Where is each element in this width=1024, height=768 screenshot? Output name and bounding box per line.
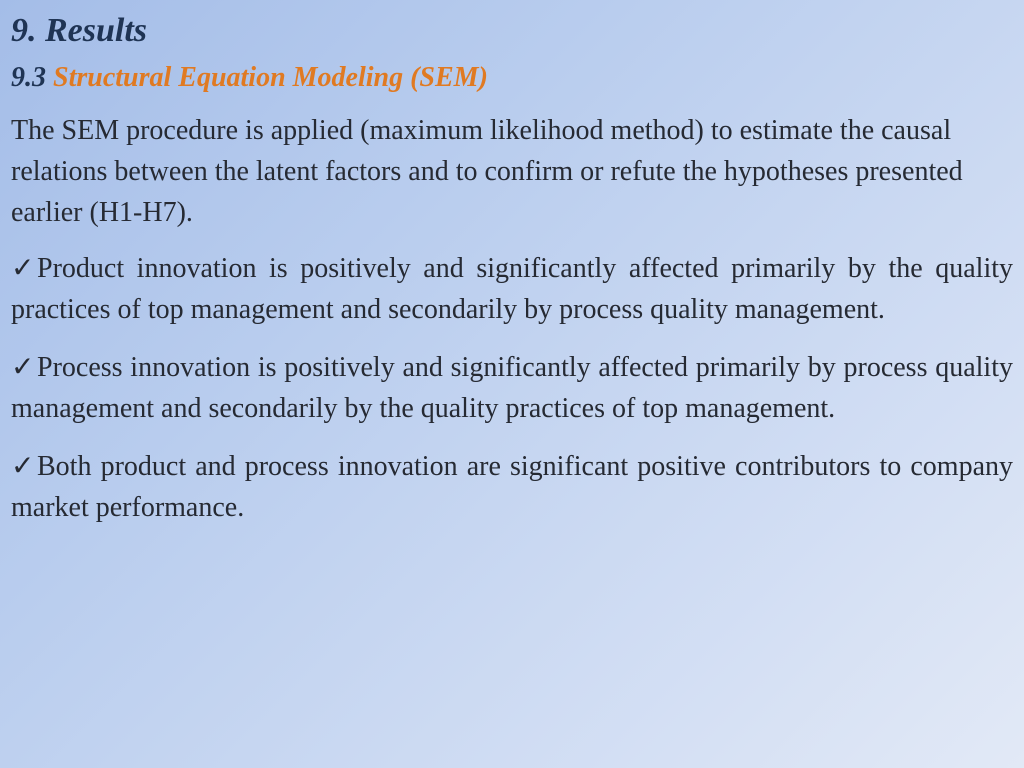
section-number: 9.3 xyxy=(11,62,46,93)
finding-text: Both product and process innovation are significant positive contributors to company market performance. xyxy=(11,451,1013,523)
finding-item xyxy=(11,446,1013,528)
checkmark-icon: ✓ xyxy=(11,352,35,383)
finding-item xyxy=(11,248,1013,330)
checkmark-icon: ✓ xyxy=(11,451,35,482)
slide-title: 9. Results xyxy=(11,12,148,49)
checkmark-icon: ✓ xyxy=(11,253,35,284)
section-heading xyxy=(11,60,1013,96)
finding-text: Product innovation is positively and significantly affected primarily by the quality practices of top management and secondarily by process quality management. xyxy=(11,253,1013,325)
slide-content xyxy=(11,8,1013,545)
findings-list xyxy=(11,248,1013,528)
finding-text: Process innovation is positively and significantly affected primarily by process quality management and secondarily by the quality practices of top management. xyxy=(11,352,1013,424)
finding-item xyxy=(11,347,1013,429)
intro-paragraph: The SEM procedure is applied (maximum likelihood method) to estimate the causal relations between the latent factors and to confirm or refute the hypotheses presented earlier (H1-H7). xyxy=(11,115,963,228)
section-title: Structural Equation Modeling (SEM) xyxy=(53,62,488,93)
